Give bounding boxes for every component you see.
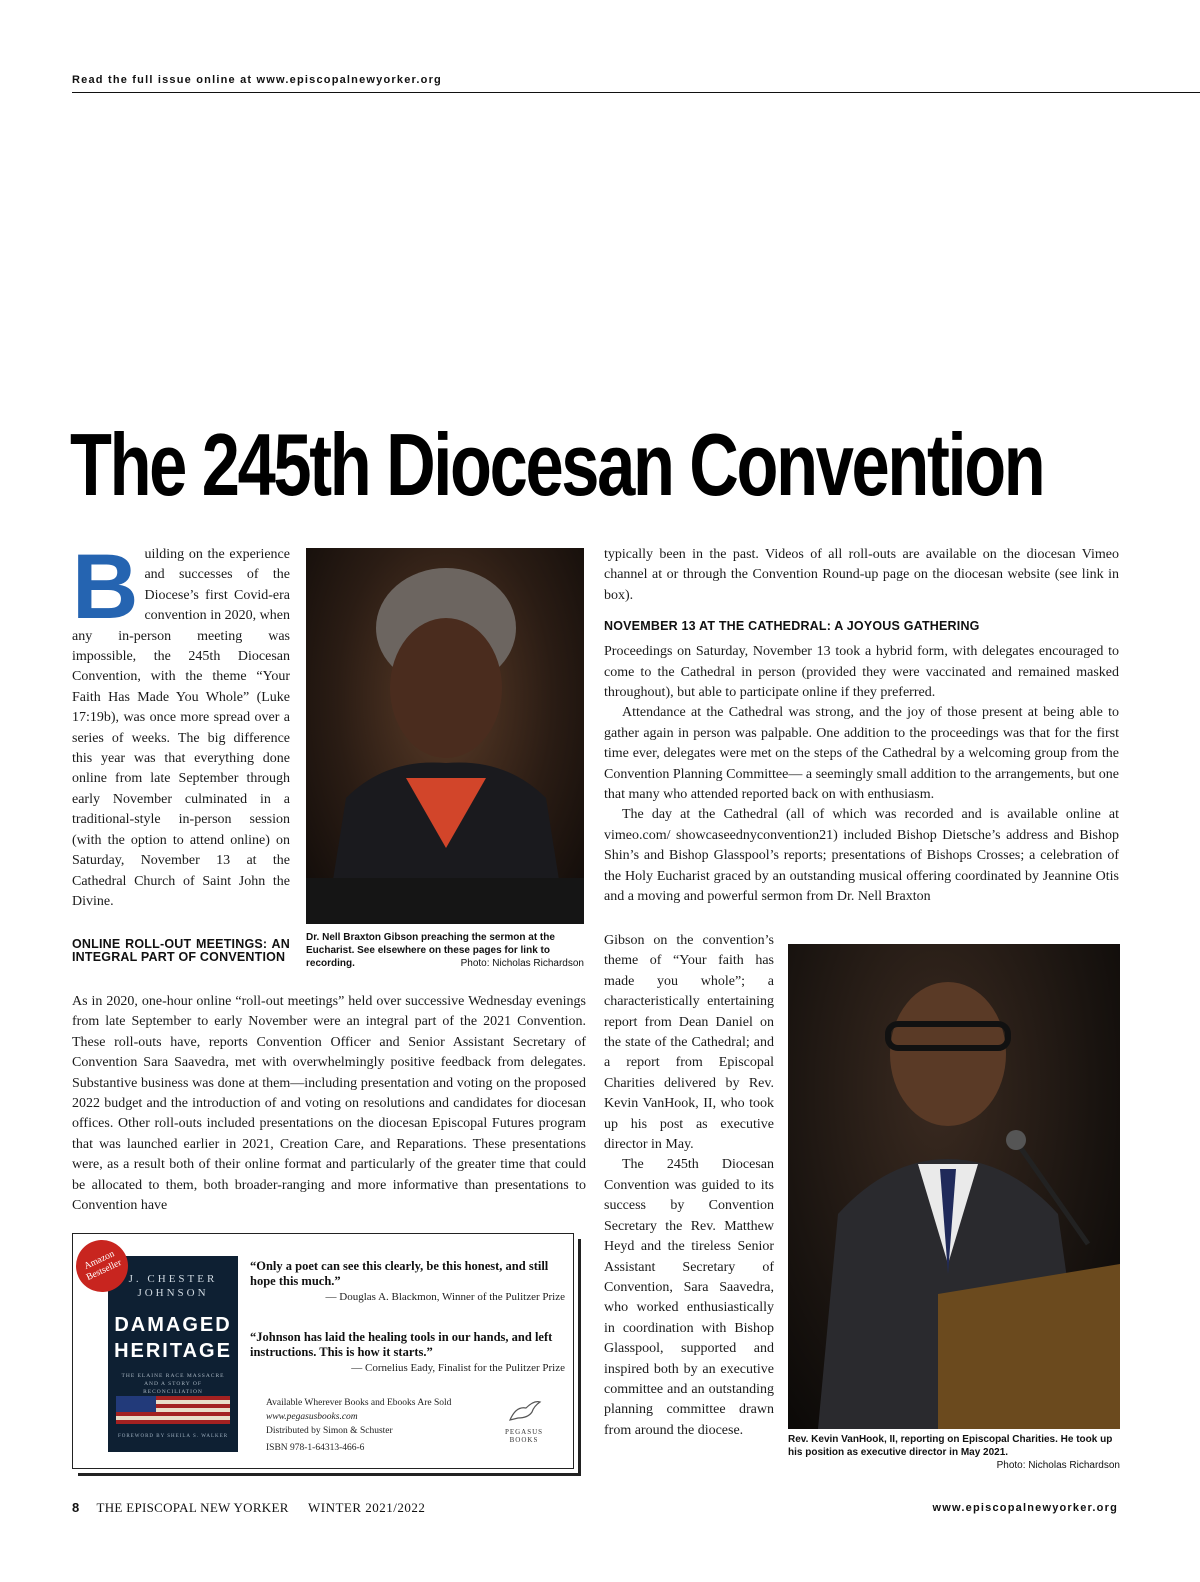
footer-url-link[interactable]: www.episcopalnewyorker.org: [932, 1502, 1118, 1514]
gibson-theme-paragraph: Gibson on the convention’s theme of “Your faith has made you whole”; a characteristically entertaining report from Dean Daniel on the state of the Cathedral; and a report from Episcopal Charities delivered by Rev. Kevin VanHook, II, who took up his post as executive director in May.: [604, 933, 774, 1153]
book-author: J. CHESTER JOHNSON: [128, 1273, 218, 1299]
photo-nell-braxton-gibson: [306, 548, 584, 924]
pegasus-icon: [504, 1396, 544, 1426]
ad-url-link[interactable]: www.pegasusbooks.com: [266, 1412, 358, 1422]
article-wide-paragraph: [72, 992, 586, 1216]
continuation-paragraph: typically been in the past. Videos of all roll-outs are available on the diocesan Vimeo channel at or through the Convention Round-up page on the diocesan website (see link in box).: [604, 547, 1119, 603]
article-headline: The 245th Diocesan Convention: [70, 415, 1044, 514]
ad-availability: Available Wherever Books and Ebooks Are Sold: [266, 1398, 452, 1408]
ad-quote-1: “Only a poet can see this clearly, be this honest, and still hope this much.”: [250, 1259, 549, 1288]
header-link-text: Read the full issue online at www.episcopalnewyorker.org: [72, 74, 442, 86]
attendance-paragraph: Attendance at the Cathedral was strong, and the joy of those present at being able to gather again in person was palpable. One addition to the proceedings was that for the first time ever, delegates were met on the steps of the Cathedral by a welcoming group from the Convention Planning Committee— a seemingly small addition to the arrangements, but one that many who attended reported back on with enthusiasm.: [604, 705, 1119, 803]
article-column-3: [604, 545, 1119, 908]
book-title-line-1: DAMAGED: [114, 1314, 232, 1336]
publication-name: THE EPISCOPAL NEW YORKER: [96, 1500, 289, 1515]
article-column-1: [72, 536, 290, 965]
section-heading-rollout: ONLINE ROLL-OUT MEETINGS: AN INTEGRAL PART OF CONVENTION: [72, 937, 290, 965]
book-title: [108, 1312, 238, 1364]
ad-quote-2: “Johnson has laid the healing tools in our hands, and left instructions. This is how it starts.”: [250, 1330, 553, 1359]
photo1-caption: [306, 931, 584, 970]
intro-paragraph: uilding on the experience and successes of the Diocese’s first Covid-era convention in 2020, when any in-person meeting was impossible, the 245th Diocesan Convention, with the theme “Your Faith Has Made You Whole” (Luke 17:19b), was once more spread over a series of weeks. The big difference this year was that everything done online from late September through early November culminated in a traditional-style in-person session (with the option to attend online) on Saturday, November 13 at the Cathedral Church of Saint John the Divine.: [72, 547, 290, 909]
ad-attribution-1: — Douglas A. Blackmon, Winner of the Pulitzer Prize: [325, 1291, 565, 1303]
ad-attribution-2: — Cornelius Eady, Finalist for the Pulitzer Prize: [351, 1362, 565, 1374]
ad-isbn: ISBN 978-1-64313-466-6: [266, 1443, 365, 1453]
book-title-line-2: HERITAGE: [114, 1340, 232, 1362]
preacher-illustration: [306, 548, 584, 924]
photo2-caption-text: Rev. Kevin VanHook, II, reporting on Episcopal Charities. He took up his position as executive director in May 2021.: [788, 1434, 1113, 1458]
photo-kevin-vanhook: [788, 944, 1120, 1429]
footer-left: [72, 1500, 425, 1516]
rollout-paragraph: As in 2020, one-hour online “roll-out meetings” held over successive Wednesday evenings from late September to early November were an integral part of the 2021 Convention. These roll-outs have, reports Convention Officer and Senior Assistant Secretary of Convention Sara Saavedra, met with overwhelmingly positive feedback from delegates. Substantive business was done at them—including presentation and voting on the proposed 2022 budget and the introduction of and voting on resolutions and candidates for diocesan offices. Other roll-outs included presentations on the diocesan Episcopal Futures program that was launched earlier in 2021, Creation Care, and Reparations. These presentations were, as a result both of their online format and particularly of the greater time that could be allocated to them, both broader-ranging and more informative than presentations to Convention have: [72, 994, 586, 1214]
cathedral-day-paragraph: The day at the Cathedral (all of which was recorded and is available online at vimeo.com/ showcaseednyconvention21) included Bishop Dietsche’s address and Bishop Shin’s and Bishop Glasspool’s reports; presentations of Bishops Crosses; a celebration of the Holy Eucharist graced by an outstanding musical offering coordinated by Jeannine Otis and a moving and powerful sermon from Dr. Nell Braxton: [604, 807, 1119, 905]
publisher-name: PEGASUS BOOKS: [504, 1428, 544, 1444]
guided-paragraph: The 245th Diocesan Convention was guided to its success by Convention Secretary the Rev. Matthew Heyd and the tireless Senior Assistant Secretary of Convention, Sara Saavedra, who worked enthusiastically in coordination with Bishop Glasspool, supported and inspired both by an executive committee and an outstanding planning committee drawn from around the diocese.: [604, 1157, 774, 1438]
photo1-credit: Photo: Nicholas Richardson: [460, 958, 584, 969]
header-rule: [72, 92, 1200, 93]
drop-cap: B: [72, 536, 139, 638]
photo2-credit: Photo: Nicholas Richardson: [996, 1460, 1120, 1471]
page-number: 8: [72, 1500, 80, 1515]
book-cover: [108, 1256, 238, 1452]
article-column-4: [604, 931, 774, 1441]
proceedings-paragraph: Proceedings on Saturday, November 13 took a hybrid form, with delegates encouraged to come to the Cathedral in person (provided they were vaccinated and remained masked throughout), but able to participate online if they preferred.: [604, 644, 1119, 701]
issue-season: WINTER 2021/2022: [307, 1500, 426, 1515]
photo1-caption-text: Dr. Nell Braxton Gibson preaching the sermon at the Eucharist. See elsewhere on these pages for link to recording.: [306, 932, 555, 969]
ad-distributor: Distributed by Simon & Schuster: [266, 1426, 393, 1436]
flag-graphic: [116, 1396, 230, 1424]
photo2-caption: [788, 1433, 1120, 1472]
pegasus-logo: [498, 1396, 550, 1444]
book-subtitle: THE ELAINE RACE MASSACRE AND A STORY OF RECONCILIATION: [121, 1373, 225, 1395]
bestseller-seal: Amazon Bestseller: [67, 1231, 136, 1300]
speaker-illustration: [788, 944, 1120, 1429]
book-foreword: FOREWORD BY SHEILA S. WALKER: [117, 1434, 229, 1439]
section-heading-cathedral: NOVEMBER 13 AT THE CATHEDRAL: A JOYOUS GATHERING: [604, 619, 980, 634]
